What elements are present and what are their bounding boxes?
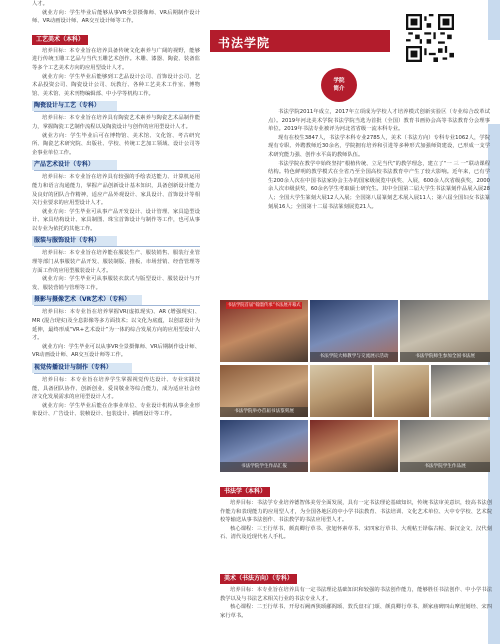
heading-rule	[34, 170, 200, 171]
paragraph: 培养目标：本专业旨在培养具有陶瓷艺术素养与陶瓷艺术品制作能力，掌握陶瓷工艺制作流程以及陶瓷设计与创作的应用型设计人才。	[32, 115, 200, 130]
paragraph: 就业方向：学生毕业后可在博物馆、美术馆、文化馆、考古研究所、陶瓷艺术研究院、出版社、学校、传统工艺加工领域、设计公司等企事业单位工作。	[32, 132, 200, 156]
paragraph: 现有在校生3847人，书法学本科专业2785人，美术（书法方向）专科专业1062人，学院现有专职、外聘教师近30余名，学院拥有培养和引进等多种形式加强师资建设，已形成一支学术研究能力强、创作水平高的教师队伍。	[268, 134, 490, 158]
paragraph: 培养目标：书法学专业培养德智体美劳全面发展，具有一定书法理论基础知识，传统书法审美意识，较高书法创作能力和表现能力的应用型人才，为全国各地区的中小学书法教育、书法培训、文化艺术单位、大中专学校、艺术院校等输送从事书法创作、书法教学的书法应用型人才。	[220, 500, 492, 524]
section-heading-product	[32, 159, 200, 171]
heading-rule	[34, 111, 200, 112]
photo-banner-text: 书法学院首届“翰墨传承”书法展开幕式	[227, 303, 301, 308]
photo-exhibition-hall	[400, 300, 490, 362]
calligraphy-major-section	[220, 478, 492, 542]
section-heading-ceramics	[32, 100, 200, 112]
paragraph: 培养目标：本专业旨在培养掌握VR(虚拟现实)、AR (增强现实)、MR (混合现实)及全息影像等多方面技术；以文化为底蕴，以创意设计为延伸，最终形成“VR+艺术设计”为一体的综合发展方向的应用型设计人才。	[32, 309, 200, 342]
paragraph: 就业方向：学生毕业可以从事VR全景摄像师、VR后期制作设计师、VR动画设计师、AR交互设计师等工作。	[32, 343, 200, 359]
photo-students	[220, 365, 308, 417]
heading-label: 摄影与摄像艺术（VR艺术）（专科）	[34, 296, 131, 304]
major-heading-crafts: 工艺美术（本科）	[32, 35, 88, 45]
photo-artwork	[374, 365, 429, 417]
paragraph: 就业方向：学生毕业可从事服装衣款式与版型设计、服装设计与开发、服装营销与管理等工作。	[32, 276, 200, 291]
paragraph: 书法学院2011年成立，2017年立项成为学校人才培养模式创新实验区（专业综合改革试点）。2019年河北美术学院书法学院当选为首批（全国）教育书画协会高等书法教育分会理事单位。2019年书法专业被评为河北省省级一流本科专业。	[268, 109, 490, 133]
left-column	[32, 0, 200, 644]
photo-caption: 书法学院学生作品展	[400, 462, 490, 472]
badge-line: 学院	[333, 78, 345, 84]
page-title: 书法学院	[218, 36, 271, 50]
fine-arts-calligraphy-section	[220, 565, 492, 620]
heading-label: 视觉传播设计与制作（专科）	[34, 364, 113, 371]
paragraph: 培养目标：本专业旨在培养具有较强的手绘表达能力、计算机运用能力和语言沟通能力，掌握产品创新设计基本知识，具备创新设计能力及良好的团队合作精神，适应产品外观设计、家具设计、首饰设计等相关行业要求的应用型设计人才。	[32, 174, 200, 207]
heading-rule	[34, 246, 200, 247]
paragraph: 就业方向：学生毕业后能够从事VR全景摄像师、VR后期制作设计师、VR动画设计师、AR交互设计师等工作。	[32, 9, 200, 25]
photo-exhibition-opening	[220, 300, 308, 362]
badge-line: 简介	[333, 86, 345, 92]
photo-caption: 书法学院学生作品汇报	[220, 462, 308, 472]
heading-rule	[34, 373, 200, 374]
section-heading-visual	[32, 362, 200, 374]
paragraph: 就业方向：学生毕业后能在企事业单位、专业设计机构从事企业形象设计、广告设计、装帧设计、包装设计、插画设计等工作。	[32, 402, 200, 418]
photo-gathering	[310, 420, 398, 472]
photo-lecture-hall	[310, 300, 398, 362]
qr-code-icon	[406, 14, 454, 62]
intro-badge	[321, 68, 357, 102]
photo-caption: 书法学院师生参加全国书法展	[400, 352, 490, 362]
section-heading-vr	[32, 294, 200, 306]
paragraph: 就业方向：学生毕业后能够到工艺品设计公司、首饰设计公司、艺术品投资公司、陶瓷设计公司、玩教行、各种工艺美术工作室、博物馆、美术馆、美术刊物编辑部、中小学等机构工作。	[32, 73, 200, 97]
major-heading-fine-arts: 美术（书法方向）（专科）	[220, 574, 297, 584]
section-heading-fashion	[32, 235, 200, 247]
paragraph: 书法学院在教学中始终坚持“根植传统、立足当代”的教学理念，建立了“一 三 一”联动课程结构。特色鲜明的教学模式在全省乃至全国高校书法教育中产生了较大影响。近年来，已有学生200余人次在中国书法家协会主办的国家级展览中获奖、入展，600余人次省级获奖，2000余人次市级获奖，60余名学生考取硕士研究生。其中全国第二届大学生书法篆刻作品展入展28人；全国大学生篆刻大展12人入展；全国第八届篆刻艺术展入展11人；第六届全国妇女书法篆刻展16人；全国第十二届书法篆刻展览21人。	[268, 160, 490, 210]
photo-works-report	[220, 420, 308, 472]
heading-label: 服装与服饰设计（专科）	[34, 237, 101, 245]
photo-artwork	[310, 365, 372, 417]
photo-student-exhibition	[400, 420, 490, 472]
paragraph: 培养目标：本专业旨在培养能在服装生产、服装销售、服装行业管理等部门从事服装产品开发、服装制版、推板、市场营销、经营管理等方面工作的应用型服装设计人才。	[32, 250, 200, 274]
heading-label: 产品艺术设计（专科）	[34, 161, 95, 169]
paragraph: 就业方向：学生毕业可从事产品开发设计、设计管理、家具造型设计、家具结构设计、家具制图、珠宝首饰设计与制作等工作，也可从事以专业为依托的其他工作。	[32, 208, 200, 232]
photo-caption: 书法学院举办首届书法篆刻展	[220, 407, 308, 417]
paragraph: 核心课程：三王行草书、颜真卿行草书、张旭怀素草书、宋四家行草书、大观帖王铎临古帖、秦汉金文、汉代刻石、清代及近现代名人手札。	[220, 525, 492, 541]
heading-rule	[34, 305, 200, 306]
college-introduction	[268, 108, 490, 211]
right-column	[210, 0, 500, 644]
paragraph: 培养目标：本专业旨在培养具备传统文化素养与广阔的视野，能够进行传统玉雕工艺品与当代玉雕艺术创作。木雕、漆器、陶瓷、装备监等多个工艺美术方向的应用型设计人才。	[32, 47, 200, 71]
paragraph: 培养目标：本专业旨在培养具有一定书法理论基础知识和较强的书法创作能力，能够胜任书法创作、中小学书法教学以及与书法艺术相关行业的书法专业人才。	[220, 587, 492, 602]
heading-label: 陶瓷设计与工艺（专科）	[34, 102, 101, 110]
photo-gallery	[431, 365, 490, 417]
photo-caption: 书法学院大师教学与交流展示活动	[310, 352, 398, 362]
paragraph: 人才。	[32, 1, 48, 7]
paragraph: 核心课程：二王行草书、开母石阙西狭颂郙阁颂、敦氏盘石门颂、颜真卿行草书、颜家庙碑四山摩崖刻经、宋四家行草书。	[220, 604, 492, 619]
paragraph: 培养目标：本专业旨在培养学生掌握视觉传达设计、专业实践技能，具备团队协作、创新创业、爱岗敬业等综合能力，成为适应社会经济文化发展需求的应用型设计人才。	[32, 377, 200, 401]
major-heading-calligraphy: 书法学（本科）	[220, 487, 270, 497]
